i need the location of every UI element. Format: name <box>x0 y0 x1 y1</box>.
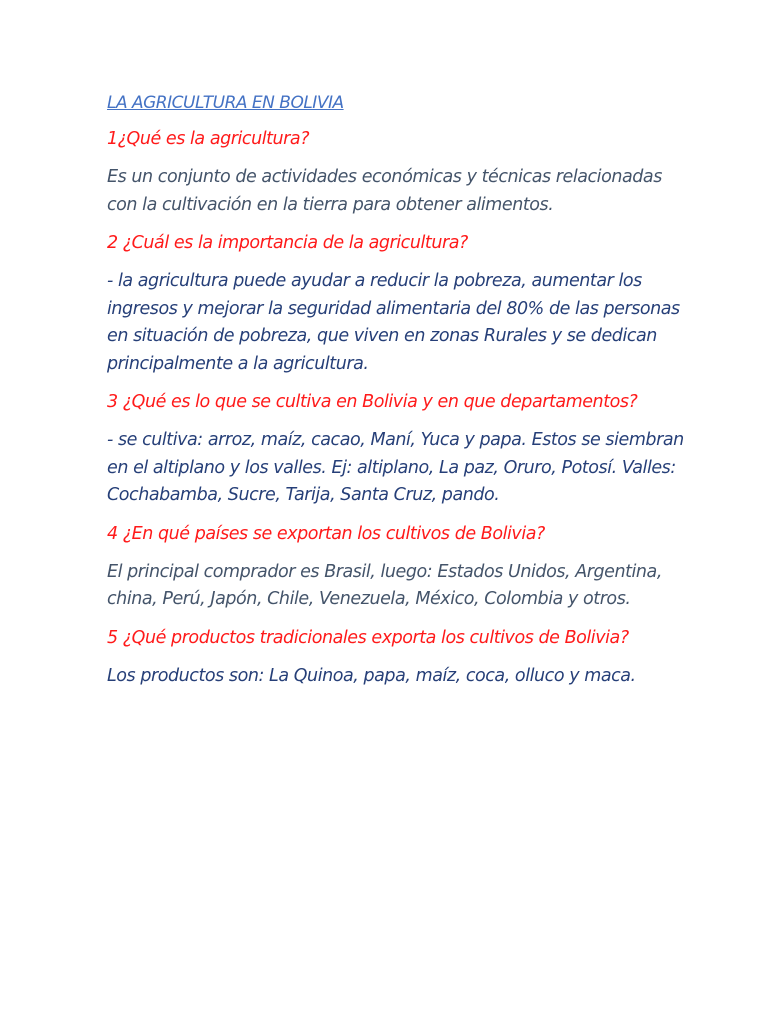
question-2: 2 ¿Cuál es la importancia de la agricultura? <box>107 233 468 253</box>
answer-3: - se cultiva: arroz, maíz, cacao, Maní, Yuca y papa. Estos se siembran en el altiplano y los valles. Ej: altiplano, La paz, Oruro, Potosí. Valles: Cochabamba, Sucre, Tarija, Santa Cruz, pando. <box>107 430 684 505</box>
section-3 <box>107 390 687 510</box>
section-1 <box>107 127 687 219</box>
question-5: 5 ¿Qué productos tradicionales exporta los cultivos de Bolivia? <box>107 627 629 648</box>
question-1: 1¿Qué es la agricultura? <box>107 129 310 149</box>
section-5 <box>107 626 687 691</box>
section-4 <box>107 522 687 614</box>
answer-4: El principal comprador es Brasil, luego: Estados Unidos, Argentina, china, Perú, Japón, Chile, Venezuela, México, Colombia y otros. <box>107 561 662 609</box>
question-4: 4 ¿En qué países se exportan los cultivos de Bolivia? <box>107 523 545 544</box>
answer-5: Los productos son: La Quinoa, papa, maíz, coca, olluco y maca. <box>107 665 636 686</box>
question-3: 3 ¿Qué es lo que se cultiva en Bolivia y en que departamentos? <box>107 392 638 412</box>
section-2 <box>107 231 687 378</box>
document-title: LA AGRICULTURA EN BOLIVIA <box>107 93 344 113</box>
answer-1: Es un conjunto de actividades económicas y técnicas relacionadas con la cultivación en la tierra para obtener alimentos. <box>107 167 662 215</box>
document-page <box>107 93 687 702</box>
answer-2: - la agricultura puede ayudar a reducir la pobreza, aumentar los ingresos y mejorar la seguridad alimentaria del 80% de las personas en situación de pobreza, que viven en zonas Rurales y se dedican principalmente a la agricultura. <box>107 271 680 374</box>
